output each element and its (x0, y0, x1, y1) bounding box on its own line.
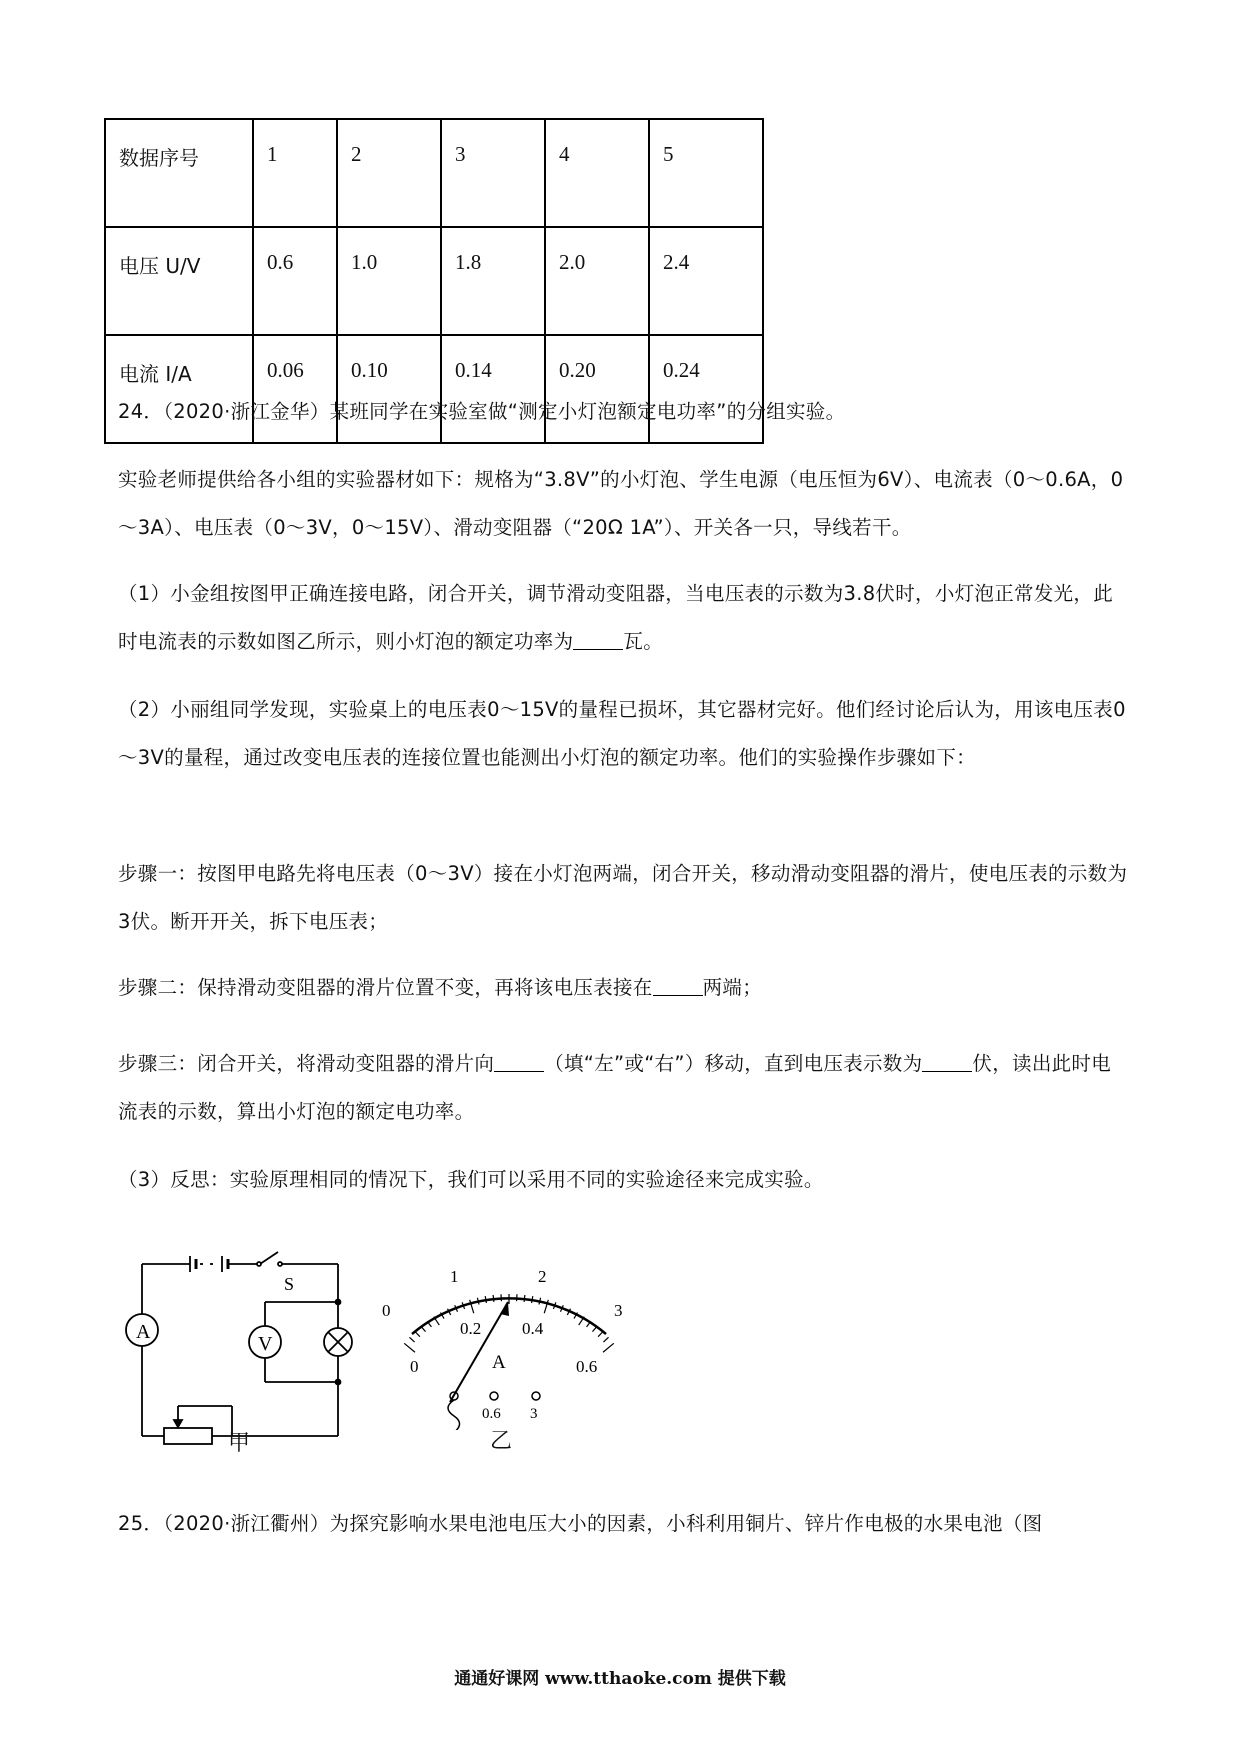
table-cell: 1.0 (337, 227, 441, 335)
question-24-part1 (118, 570, 1128, 666)
answer-blank[interactable] (922, 1051, 972, 1072)
table-header-row (105, 119, 763, 227)
question-24-step2 (118, 964, 1128, 1012)
voltmeter-symbol: V (258, 1333, 273, 1355)
dial-tick (524, 1295, 525, 1302)
dial-tick (477, 1298, 479, 1305)
table-cell: 0.14 (441, 335, 545, 443)
table-cell: 3 (441, 119, 545, 227)
upper-scale-1: 1 (450, 1267, 459, 1286)
table-cell: 2.4 (649, 227, 763, 335)
dial-ticks (404, 1294, 614, 1352)
circuit-diagram (120, 1230, 360, 1450)
dial-tick (415, 1332, 420, 1337)
terminal-0-6: 0.6 (482, 1406, 501, 1422)
table-cell: 2.0 (545, 227, 649, 335)
dial-tick (485, 1296, 486, 1303)
table-cell: 4 (545, 119, 649, 227)
step3-middle: （填“左”或“右”）移动，直到电压表示数为 (544, 1052, 923, 1075)
table-cell: 1.8 (441, 227, 545, 335)
part1-unit: 瓦。 (623, 630, 664, 653)
part1-text: （1）小金组按图甲正确连接电路，闭合开关，调节滑动变阻器，当电压表的示数为3.8伏时，小灯泡正常发光，此时电流表的示数如图乙所示，则小灯泡的额定功率为 (118, 582, 1114, 653)
ammeter-dial (370, 1250, 640, 1430)
table-cell: 0.6 (253, 227, 337, 335)
lower-scale-0: 0 (410, 1357, 419, 1376)
table-cell: 电流 I/A (105, 335, 253, 443)
dial-tick (532, 1296, 533, 1303)
dial-tick (603, 1343, 614, 1352)
upper-scale-2: 2 (538, 1267, 547, 1286)
dial-tick (603, 1337, 608, 1342)
upper-scale-3: 3 (614, 1301, 623, 1320)
question-24-step1: 步骤一：按图甲电路先将电压表（0～3V）接在小灯泡两端，闭合开关，移动滑动变阻器的滑片，使电压表的示数为3伏。断开开关，拆下电压表； (118, 862, 1128, 933)
table-cell: 0.24 (649, 335, 763, 443)
question-24-part3: （3）反思：实验原理相同的情况下，我们可以采用不同的实验途径来完成实验。 (118, 1168, 824, 1191)
question-24-title: 24．（2020·浙江金华）某班同学在实验室做“测定小灯泡额定电功率”的分组实验。 (118, 400, 846, 423)
terminal-3: 3 (530, 1406, 538, 1422)
table-cell: 数据序号 (105, 119, 253, 227)
meter-caption: 乙 (490, 1429, 513, 1454)
switch-label: S (284, 1274, 295, 1294)
ammeter-symbol: A (136, 1321, 151, 1343)
question-24-intro: 实验老师提供给各小组的实验器材如下：规格为“3.8V”的小灯泡、学生电源（电压恒为6V）、电流表（0～0.6A，0～3A）、电压表（0～3V，0～15V）、滑动变阻器（“20Ω 1A”）、开关各一只，导线若干。 (118, 468, 1124, 539)
page-footer: 通通好课网 www.tthaoke.com 提供下载 (454, 1669, 786, 1689)
meter-unit: A (492, 1352, 506, 1373)
dial-tick (539, 1298, 541, 1305)
answer-blank[interactable] (494, 1051, 544, 1072)
step2-text: 步骤二：保持滑动变阻器的滑片位置不变，再将该电压表接在 (118, 976, 653, 999)
table-cell: 0.06 (253, 335, 337, 443)
dial-tick (421, 1326, 426, 1331)
dial-tick (404, 1343, 415, 1352)
table-cell: 0.10 (337, 335, 441, 443)
lower-scale-2: 0.4 (522, 1319, 544, 1338)
question-25-title: 25．（2020·浙江衢州）为探究影响水果电池电压大小的因素，小科利用铜片、锌片作电极的水果电池（图 (118, 1512, 1043, 1535)
step3-text: 步骤三：闭合开关，将滑动变阻器的滑片向 (118, 1052, 495, 1075)
circuit-caption: 甲 (228, 1431, 251, 1456)
dial-tick (409, 1337, 414, 1342)
question-24-part2: （2）小丽组同学发现，实验桌上的电压表0～15V的量程已损坏，其它器材完好。他们经讨论后认为，用该电压表0～3V的量程，通过改变电压表的连接位置也能测出小灯泡的额定功率。他们的实验操作步骤如下： (118, 698, 1126, 769)
dial-tick (598, 1332, 603, 1337)
table-cell: 1 (253, 119, 337, 227)
lower-scale-3: 0.6 (576, 1357, 598, 1376)
table-row (105, 227, 763, 335)
table-cell: 0.20 (545, 335, 649, 443)
answer-blank[interactable] (653, 975, 703, 996)
dial-tick (493, 1295, 494, 1302)
table-cell: 2 (337, 119, 441, 227)
step3-end: 伏，读出此时电流表的示数，算出小灯泡的额定电功率。 (118, 1052, 1112, 1123)
question-24-step3 (118, 1040, 1128, 1136)
answer-blank[interactable] (573, 629, 623, 650)
lower-scale-1: 0.2 (460, 1319, 482, 1338)
dial-tick (592, 1326, 597, 1331)
table-cell: 5 (649, 119, 763, 227)
upper-scale-0: 0 (382, 1301, 391, 1320)
step2-end: 两端； (702, 976, 763, 999)
table-cell: 电压 U/V (105, 227, 253, 335)
